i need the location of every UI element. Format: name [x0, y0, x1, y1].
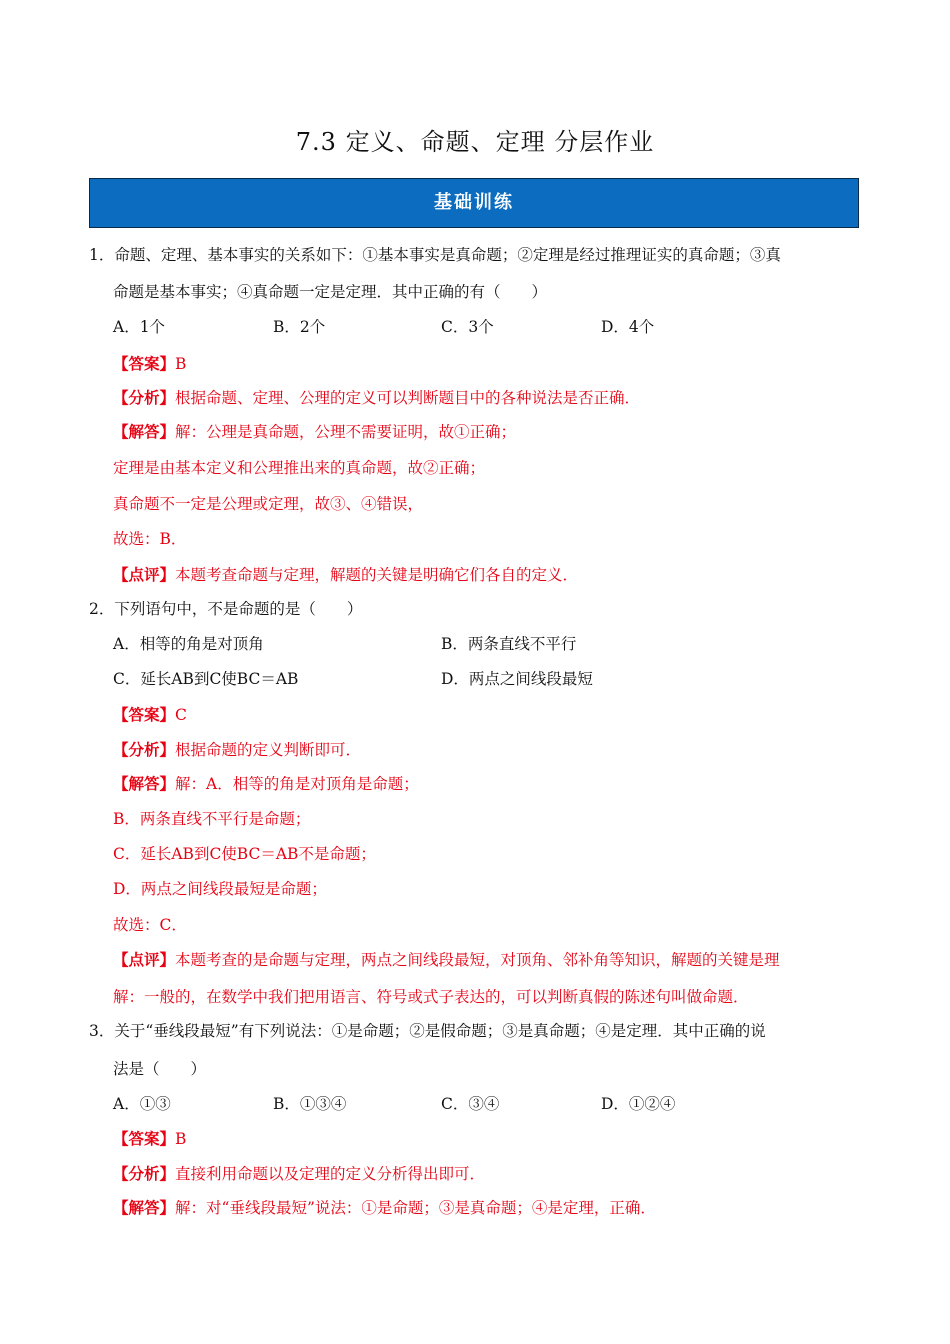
q1-comment: [113, 564, 578, 586]
q2-option-c: C．延长AB到C使BC＝AB: [113, 670, 299, 688]
q1-comment-text: 本题考查命题与定理，解题的关键是明确它们各自的定义．: [175, 566, 579, 584]
q3-solution: [113, 1197, 656, 1219]
q3-option-c: C．③④: [441, 1095, 500, 1113]
q3-analysis: [113, 1163, 485, 1185]
q2-solution-line3: C．延长AB到C使BC＝AB不是命题；: [113, 845, 376, 863]
q3-solution-text: 解：对“垂线段最短”说法：①是命题；③是真命题；④是定理，正确．: [175, 1199, 656, 1217]
q3-answer: [113, 1128, 186, 1150]
q3-analysis-tag: 【分析】: [113, 1164, 176, 1183]
q1-solution-line3: 真命题不一定是公理或定理，故③、④错误，: [113, 495, 424, 513]
page-title: 7.3 定义、命题、定理 分层作业: [295, 128, 655, 156]
q1-analysis-tag: 【分析】: [113, 388, 176, 407]
q2-answer-value: C: [175, 706, 187, 724]
q2-solution-line2: B．两条直线不平行是命题；: [113, 810, 311, 828]
q1-analysis: [113, 387, 640, 409]
q3-solution-tag: 【解答】: [113, 1198, 176, 1217]
q2-analysis-text: 根据命题的定义判断即可．: [175, 741, 362, 759]
q1-answer-value: B: [175, 355, 187, 373]
q2-solution-line1: [113, 773, 419, 795]
q2-comment-text: 本题考查的是命题与定理，两点之间线段最短，对顶角、邻补角等知识，解题的关键是理: [175, 951, 780, 969]
q1-answer-tag: 【答案】: [113, 354, 176, 373]
q3-option-d: D．①②④: [601, 1095, 676, 1113]
q2-solution-line5: 故选：C．: [113, 916, 187, 934]
q1-stem-line2: 命题是基本事实；④真命题一定是定理．其中正确的有（ ）: [113, 283, 548, 301]
q1-option-b: B．2个: [273, 318, 326, 336]
q2-comment-line1: [113, 949, 780, 971]
q1-solution-text: 解：公理是真命题，公理不需要证明，故①正确；: [175, 423, 517, 441]
q2-option-b: B．两条直线不平行: [441, 635, 577, 653]
q2-comment-tag: 【点评】: [113, 950, 176, 969]
q3-stem-line2: 法是（ ）: [113, 1060, 207, 1078]
q3-option-a: A．①③: [113, 1095, 171, 1113]
q2-solution-text: 解：A．相等的角是对顶角是命题；: [175, 775, 419, 793]
q2-solution-line4: D．两点之间线段最短是命题；: [113, 880, 327, 898]
q2-comment-line2: 解：一般的，在数学中我们把用语言、符号或式子表达的，可以判断真假的陈述句叫做命题．: [113, 988, 749, 1006]
q1-comment-tag: 【点评】: [113, 565, 176, 584]
q3-answer-value: B: [175, 1130, 187, 1148]
q1-solution-tag: 【解答】: [113, 422, 176, 441]
q1-option-c: C．3个: [441, 318, 494, 336]
q3-stem-line1: 3．关于“垂线段最短”有下列说法：①是命题；②是假命题；③是真命题；④是定理．其中正确的说: [89, 1022, 766, 1040]
q2-answer-tag: 【答案】: [113, 705, 176, 724]
q1-stem-line1: 1．命题、定理、基本事实的关系如下：①基本事实是真命题；②定理是经过推理证实的真命题；③真: [89, 246, 781, 264]
q1-solution-line2: 定理是由基本定义和公理推出来的真命题，故②正确；: [113, 459, 486, 477]
q2-solution-tag: 【解答】: [113, 774, 176, 793]
q1-solution-line4: 故选：B．: [113, 530, 187, 548]
q3-option-b: B．①③④: [273, 1095, 347, 1113]
q2-analysis: [113, 739, 361, 761]
q3-analysis-text: 直接利用命题以及定理的定义分析得出即可．: [175, 1165, 486, 1183]
q1-option-a: A．1个: [113, 318, 166, 336]
q2-stem: 2．下列语句中，不是命题的是（ ）: [89, 600, 363, 618]
q2-option-d: D．两点之间线段最短: [441, 670, 593, 688]
q2-analysis-tag: 【分析】: [113, 740, 176, 759]
q2-option-a: A．相等的角是对顶角: [113, 635, 264, 653]
q1-option-d: D．4个: [601, 318, 655, 336]
q1-answer: [113, 353, 186, 375]
q2-answer: [113, 704, 187, 726]
q1-analysis-text: 根据命题、定理、公理的定义可以判断题目中的各种说法是否正确．: [175, 389, 641, 407]
q1-solution-line1: [113, 421, 516, 443]
section-banner: 基础训练: [89, 178, 859, 228]
q3-answer-tag: 【答案】: [113, 1129, 176, 1148]
